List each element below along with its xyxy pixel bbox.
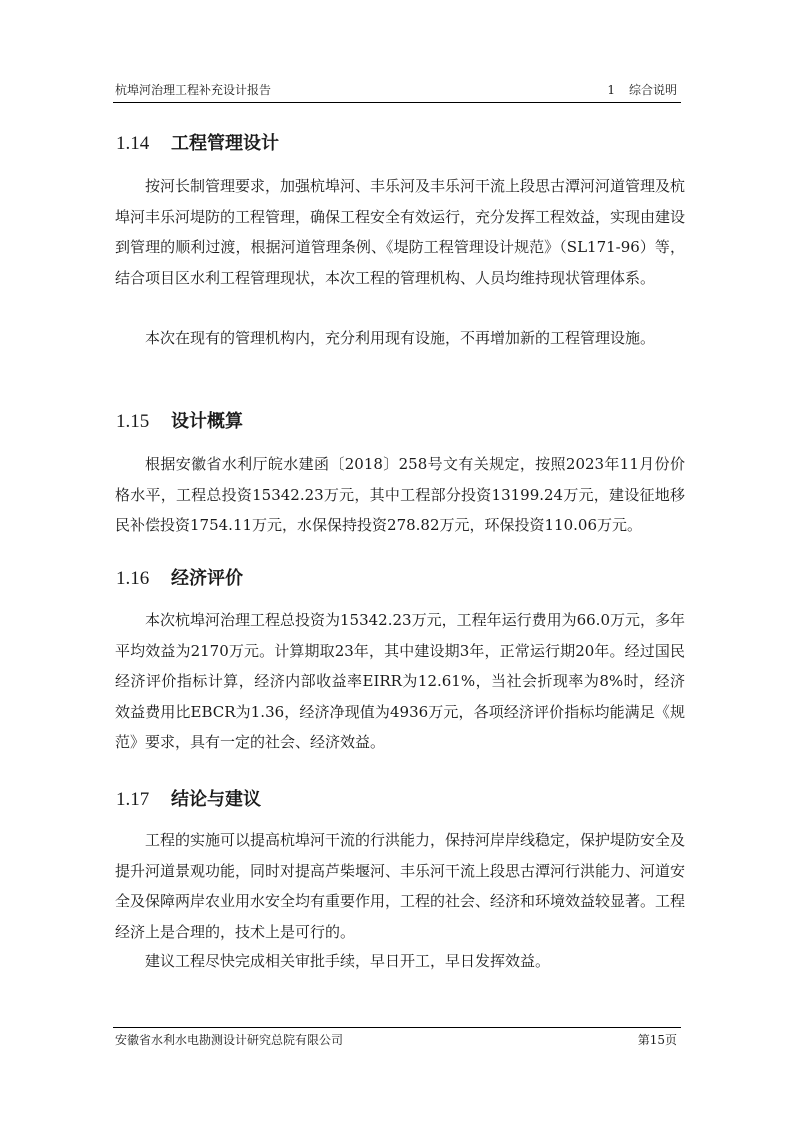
section-number: 1.16 [116,568,150,589]
paragraph: 根据安徽省水利厅皖水建函〔2018〕258号文有关规定，按照2023年11月份价格水平，工程总投资15342.23万元，其中工程部分投资13199.24万元，建设征地移民补偿投资1754.11万元，水保保持投资278.82万元，环保投资110.06万元。 [115,455,685,534]
section-title: 设计概算 [171,411,243,432]
page-number: 第15页 [637,1033,677,1047]
section-number: 1.14 [116,133,150,154]
section-number: 1.15 [116,411,150,432]
chapter-label [607,82,677,98]
section-heading-1-17 [116,787,261,811]
page-header [113,80,681,103]
section-title: 结论与建议 [171,789,261,810]
section-number: 1.17 [116,789,150,810]
section-heading-1-16 [116,566,243,590]
paragraph: 按河长制管理要求，加强杭埠河、丰乐河及丰乐河干流上段思古潭河河道管理及杭埠河丰乐河堤防的工程管理，确保工程安全有效运行，充分发挥工程效益，实现由建设到管理的顺利过渡，根据河道管理条例、《堤防工程管理设计规范》（SL171-96）等，结合项目区水利工程管理现状，本次工程的管理机构、人员均维持现状管理体系。 [115,177,686,287]
section-heading-1-14 [116,131,279,155]
section-title: 经济评价 [171,568,243,589]
section-title: 工程管理设计 [171,133,279,154]
paragraph: 建议工程尽快完成相关审批手续，早日开工，早日发挥效益。 [145,952,551,970]
chapter-title: 综合说明 [628,83,677,97]
paragraph: 本次在现有的管理机构内，充分利用现有设施，不再增加新的工程管理设施。 [145,329,656,347]
page-footer [113,1027,681,1048]
report-title: 杭埠河治理工程补充设计报告 [115,83,272,97]
section-heading-1-15 [116,409,243,433]
paragraph: 工程的实施可以提高杭埠河干流的行洪能力，保持河岸岸线稳定，保护堤防安全及提升河道景观功能，同时对提高芦柴堰河、丰乐河干流上段思古潭河行洪能力、河道安全及保障两岸农业用水安全均有重要作用，工程的社会、经济和环境效益较显著。工程经济上是合理的，技术上是可行的。 [115,831,686,941]
paragraph: 本次杭埠河治理工程总投资为15342.23万元，工程年运行费用为66.0万元，多年平均效益为2170万元。计算期取23年，其中建设期3年，正常运行期20年。经过国民经济评价指标计算，经济内部收益率EIRR为12.61%，当社会折现率为8%时，经济效益费用比EBCR为1.36，经济净现值为4936万元，各项经济评价指标均能满足《规范》要求，具有一定的社会、经济效益。 [115,611,685,751]
organization-name: 安徽省水利水电勘测设计研究总院有限公司 [115,1033,344,1047]
chapter-number: 1 [607,83,615,97]
